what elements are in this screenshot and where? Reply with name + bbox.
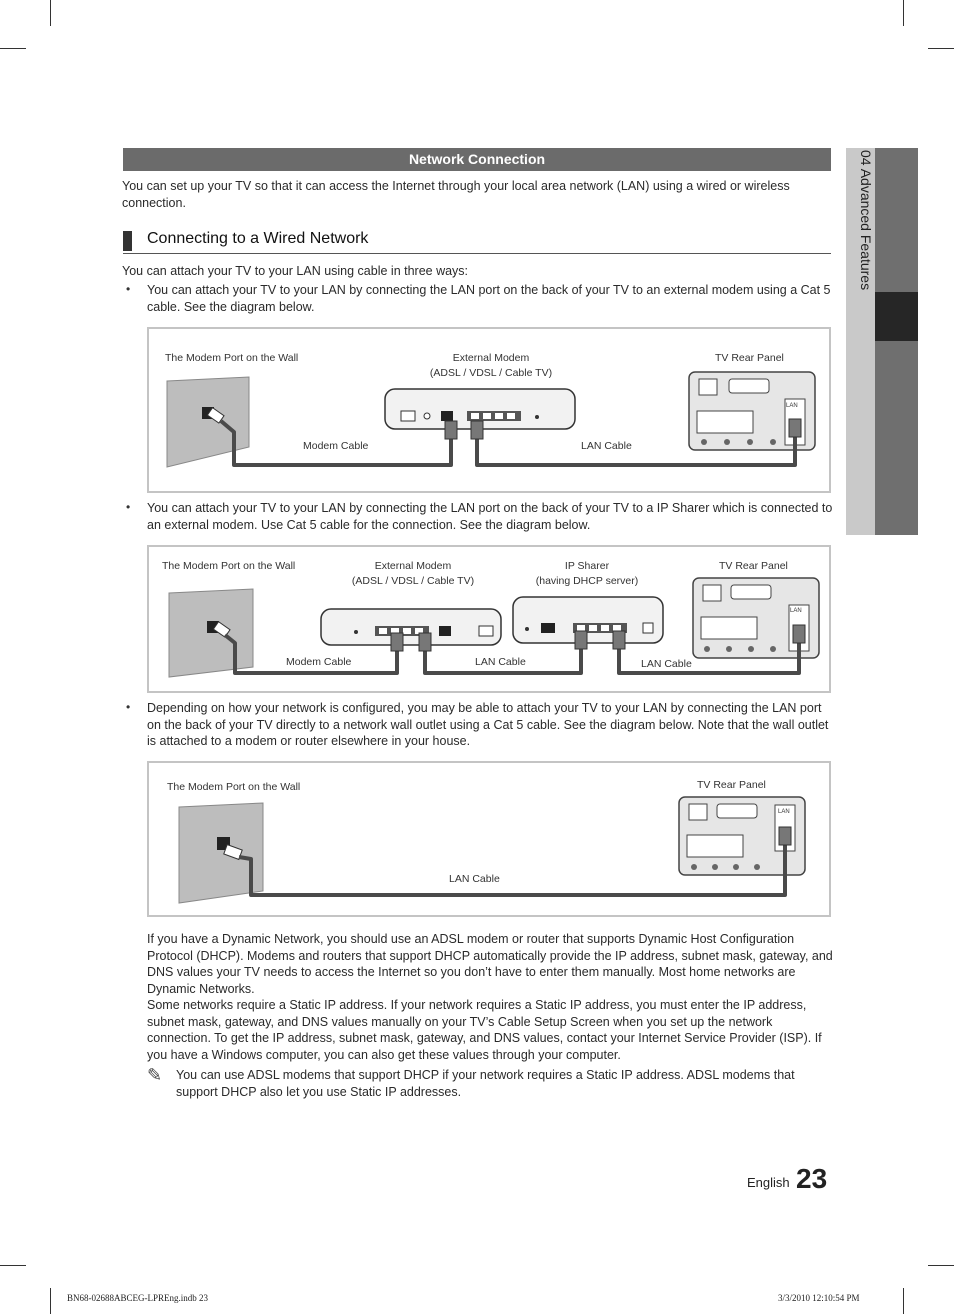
- crop-mark: [0, 48, 26, 49]
- diagram-modem-connection: [147, 327, 831, 493]
- bullet-item-1: You can attach your TV to your LAN by connecting the LAN port on the back of your TV to an external modem using a Cat 5 cable. See the diagram below.: [147, 283, 831, 314]
- diagram-wall-outlet-connection: [147, 761, 831, 917]
- crop-mark: [928, 48, 954, 49]
- subsection-heading: Connecting to a Wired Network: [147, 230, 369, 247]
- label-modem-cable: Modem Cable: [303, 440, 369, 452]
- label-lan-cable: LAN Cable: [581, 440, 632, 452]
- label-tv-rear-panel: TV Rear Panel: [697, 779, 766, 791]
- label-lan-cable-a: LAN Cable: [475, 656, 526, 668]
- static-ip-paragraph: Some networks require a Static IP address. If your network requires a Static IP address, you must enter the IP address, subnet mask, gateway, and DNS values manually on your TV’s Cable Setup Screen when you set up the network connection. To get the IP address, subnet mask, gateway, and DNS values, contact your Internet Service Provider (ISP). If you have a Windows computer, you can also get these values through your computer.: [147, 998, 822, 1062]
- intro-paragraph: You can set up your TV so that it can access the Internet through your local area network (LAN) using a wired or wireless connection.: [122, 179, 790, 210]
- lead-paragraph: You can attach your TV to your LAN using cable in three ways:: [122, 264, 469, 278]
- bullet-marker: •: [126, 700, 131, 714]
- label-lan-cable: LAN Cable: [449, 873, 500, 885]
- note-pencil-icon: ✎: [147, 1065, 163, 1085]
- section-title: Network Connection: [123, 148, 831, 171]
- chapter-tab-strip: [875, 148, 918, 535]
- diagram-ip-sharer-connection: [147, 545, 831, 693]
- label-wall-port: The Modem Port on the Wall: [167, 781, 301, 793]
- crop-mark: [0, 1265, 26, 1266]
- crop-mark: [903, 1288, 904, 1314]
- page-number: 23: [796, 1163, 828, 1194]
- heading-marker: [123, 231, 132, 251]
- label-tv-rear-panel: TV Rear Panel: [715, 352, 784, 364]
- label-wall-port: The Modem Port on the Wall: [162, 560, 296, 572]
- label-sharer-line2: (having DHCP server): [535, 575, 639, 587]
- crop-mark: [903, 0, 904, 26]
- chapter-tab-active: [875, 292, 918, 341]
- label-modem-line2: (ADSL / VDSL / Cable TV): [429, 367, 553, 379]
- note-paragraph: You can use ADSL modems that support DHCP if your network requires a Static IP address. ADSL modems that support DHCP also let you use Static IP addresses.: [176, 1068, 795, 1099]
- bullet-item-2: You can attach your TV to your LAN by connecting the LAN port on the back of your TV to a IP Sharer which is connected to an external modem. Use Cat 5 cable for the connection. See the diagram below.: [147, 501, 833, 532]
- label-lan-port: LAN: [790, 608, 802, 614]
- label-modem-line1: External Modem: [452, 352, 530, 364]
- heading-rule: [123, 253, 831, 254]
- label-modem-line2: (ADSL / VDSL / Cable TV): [351, 575, 475, 587]
- label-modem-cable: Modem Cable: [286, 656, 352, 668]
- label-sharer-line1: IP Sharer: [564, 560, 610, 572]
- label-lan-port: LAN: [786, 403, 798, 409]
- label-lan-port: LAN: [778, 809, 790, 815]
- footer-language: English: [747, 1175, 790, 1190]
- crop-mark: [50, 0, 51, 26]
- print-file-info: BN68-02688ABCEG-LPREng.indb 23: [67, 1293, 209, 1303]
- bullet-marker: •: [126, 500, 131, 514]
- label-tv-rear-panel: TV Rear Panel: [719, 560, 788, 572]
- label-modem-line1: External Modem: [374, 560, 452, 572]
- bullet-marker: •: [126, 282, 131, 296]
- label-lan-cable-b: LAN Cable: [641, 658, 692, 670]
- label-wall-port: The Modem Port on the Wall: [165, 352, 299, 364]
- dhcp-paragraph: If you have a Dynamic Network, you should use an ADSL modem or router that supports Dynamic Host Configuration Protocol (DHCP). Modems and routers that support DHCP automatically provide the IP address, subnet mask, gateway, and DNS values your TV needs to access the Internet so you don’t have to enter them manually. Most home networks are Dynamic Networks.: [147, 932, 833, 996]
- crop-mark: [50, 1288, 51, 1314]
- chapter-tab-label: 04 Advanced Features: [858, 150, 874, 291]
- bullet-item-3: Depending on how your network is configured, you may be able to attach your TV to your LAN by connecting the LAN port on the back of your TV directly to a network wall outlet using a Cat 5 cable. See the diagram below. Note that the wall outlet is attached to a modem or router elsewhere in your house.: [147, 701, 829, 748]
- print-timestamp: 3/3/2010 12:10:54 PM: [778, 1293, 860, 1303]
- crop-mark: [928, 1265, 954, 1266]
